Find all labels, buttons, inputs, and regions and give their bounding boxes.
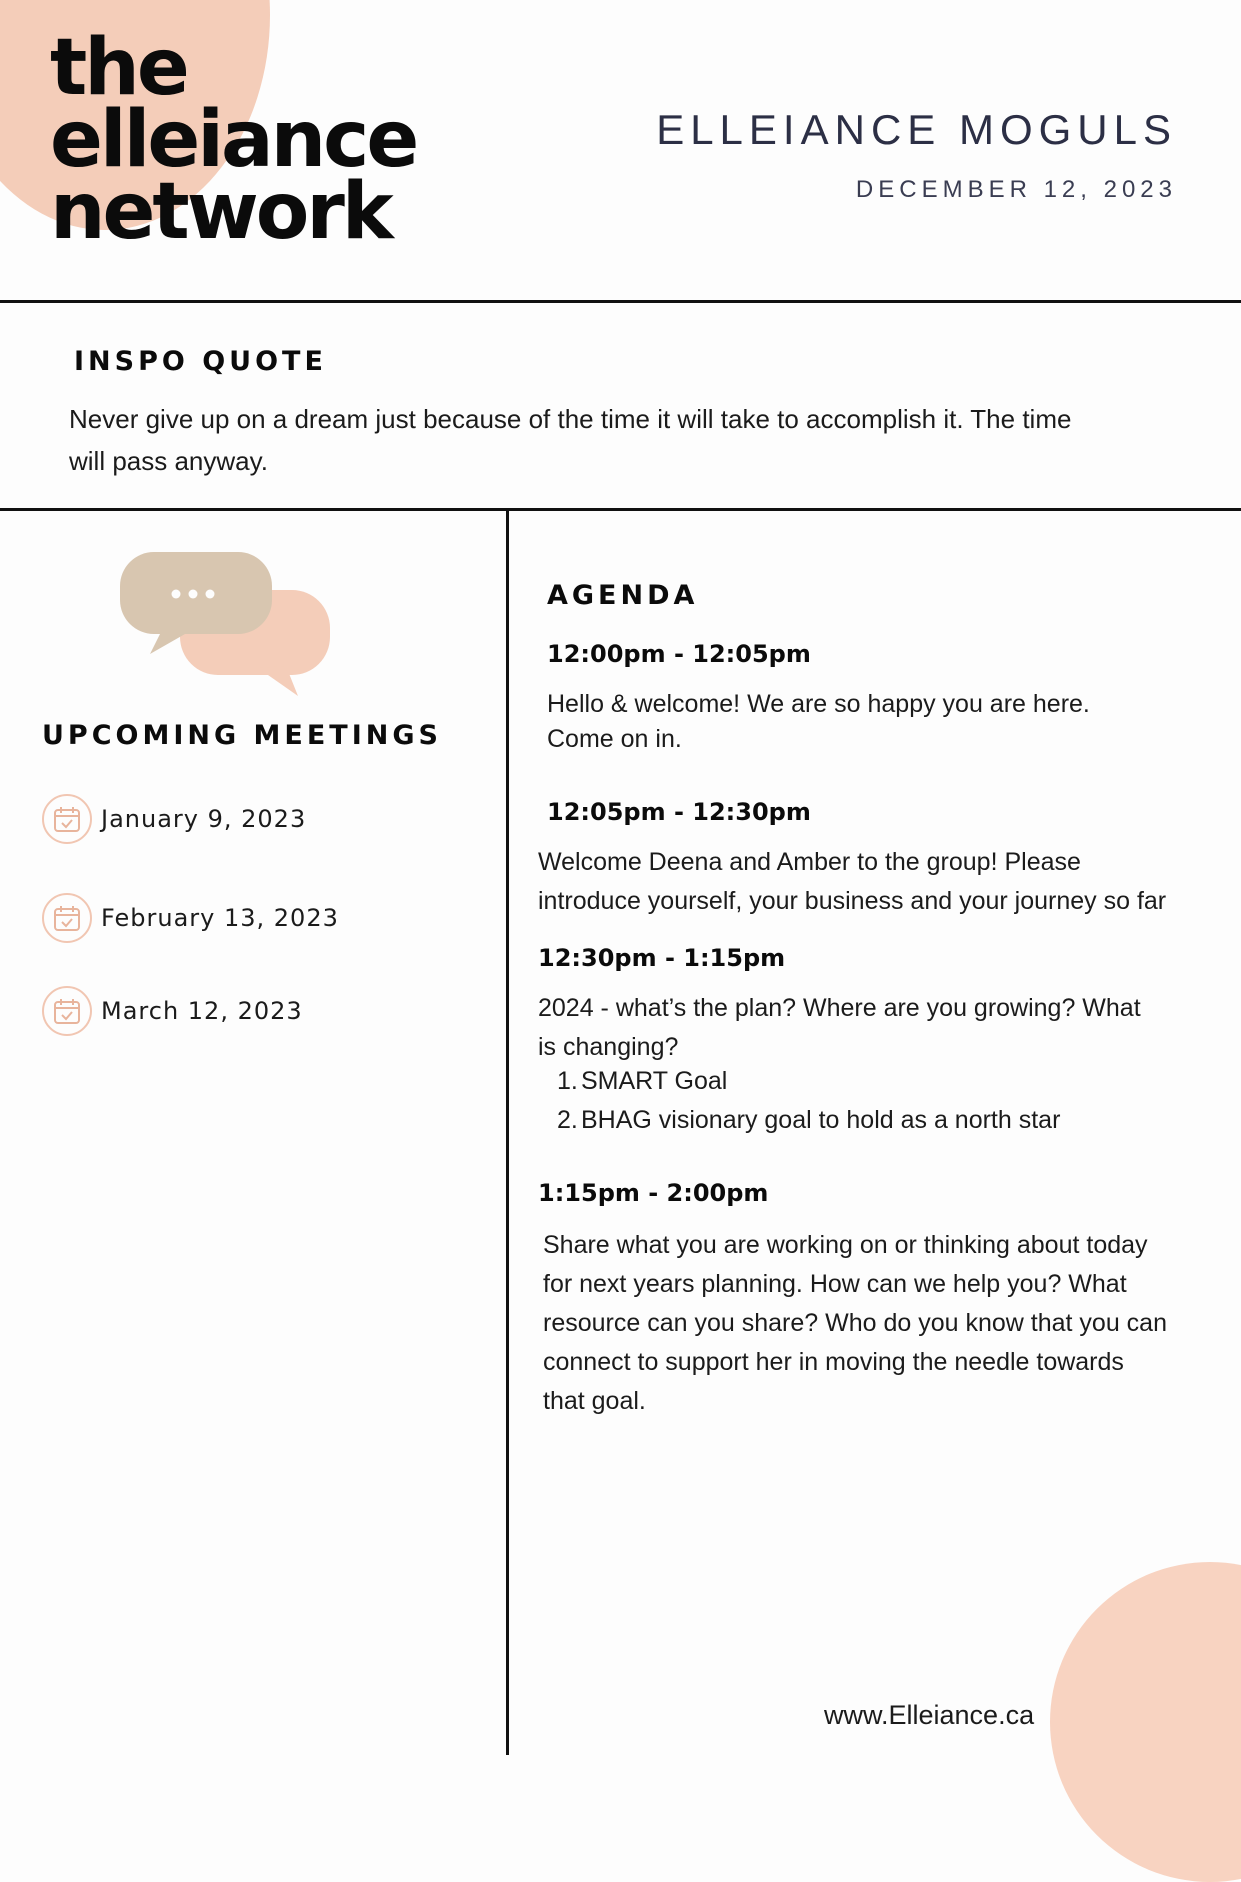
meeting-item bbox=[42, 892, 339, 944]
agenda-description bbox=[538, 843, 1166, 921]
agenda-line: that goal. bbox=[543, 1387, 646, 1415]
agenda-line: for next years planning. How can we help you? What bbox=[543, 1270, 1127, 1298]
list-number: 2. bbox=[557, 1106, 578, 1134]
agenda-time: 12:05pm - 12:30pm bbox=[547, 798, 811, 826]
meeting-date: DECEMBER 12, 2023 bbox=[855, 176, 1177, 203]
logo-line-2: elleiance bbox=[50, 95, 417, 185]
brand-title: ELLEIANCE MOGULS bbox=[656, 106, 1177, 153]
agenda-line: is changing? bbox=[538, 1033, 679, 1061]
divider-middle bbox=[0, 508, 1241, 511]
agenda-time: 12:30pm - 1:15pm bbox=[538, 944, 786, 972]
network-logo bbox=[50, 23, 417, 257]
agenda-time: 12:00pm - 12:05pm bbox=[547, 640, 811, 668]
meeting-date-text: March 12, 2023 bbox=[101, 997, 303, 1025]
meeting-item bbox=[42, 985, 303, 1037]
website-link[interactable]: www.Elleiance.ca bbox=[824, 1700, 1035, 1730]
calendar-check-icon bbox=[42, 986, 92, 1036]
agenda-list-item bbox=[557, 1106, 1060, 1135]
meeting-date-text: February 13, 2023 bbox=[101, 904, 339, 932]
list-text: SMART Goal bbox=[581, 1067, 728, 1095]
calendar-check-icon bbox=[42, 893, 92, 943]
divider-top bbox=[0, 300, 1241, 303]
agenda-line: Welcome Deena and Amber to the group! Please bbox=[538, 848, 1081, 876]
meeting-date-text: January 9, 2023 bbox=[101, 805, 307, 833]
column-divider bbox=[506, 510, 509, 1755]
meeting-item bbox=[42, 793, 306, 845]
agenda-title: AGENDA bbox=[547, 580, 699, 611]
agenda-line: Share what you are working on or thinking about today bbox=[543, 1231, 1148, 1259]
agenda-description bbox=[543, 1226, 1167, 1421]
chat-bubbles-icon bbox=[118, 550, 338, 704]
list-number: 1. bbox=[557, 1067, 578, 1095]
agenda-description bbox=[538, 989, 1141, 1067]
calendar-check-icon bbox=[42, 794, 92, 844]
agenda-list-item bbox=[557, 1067, 727, 1096]
quote-title: INSPO QUOTE bbox=[74, 346, 327, 377]
list-text: BHAG visionary goal to hold as a north star bbox=[581, 1106, 1061, 1134]
agenda-line: connect to support her in moving the needle towards bbox=[543, 1348, 1124, 1376]
agenda-line: introduce yourself, your business and your journey so far bbox=[538, 887, 1167, 915]
logo-line-1: the bbox=[50, 23, 187, 113]
logo-line-3: network bbox=[50, 167, 391, 257]
agenda-description bbox=[547, 687, 1090, 757]
upcoming-meetings-title: UPCOMING MEETINGS bbox=[42, 720, 442, 751]
agenda-line: resource can you share? Who do you know that you can bbox=[543, 1309, 1167, 1337]
agenda-line: 2024 - what’s the plan? Where are you growing? What bbox=[538, 994, 1141, 1022]
agenda-line: Hello & welcome! We are so happy you are here. bbox=[547, 690, 1090, 718]
agenda-line: Come on in. bbox=[547, 725, 682, 753]
decorative-circle-bottom-right bbox=[1050, 1562, 1241, 1882]
agenda-time: 1:15pm - 2:00pm bbox=[538, 1179, 769, 1207]
quote-text: Never give up on a dream just because of the time it will take to accomplish it. The time will pass anyway. bbox=[69, 404, 1072, 476]
